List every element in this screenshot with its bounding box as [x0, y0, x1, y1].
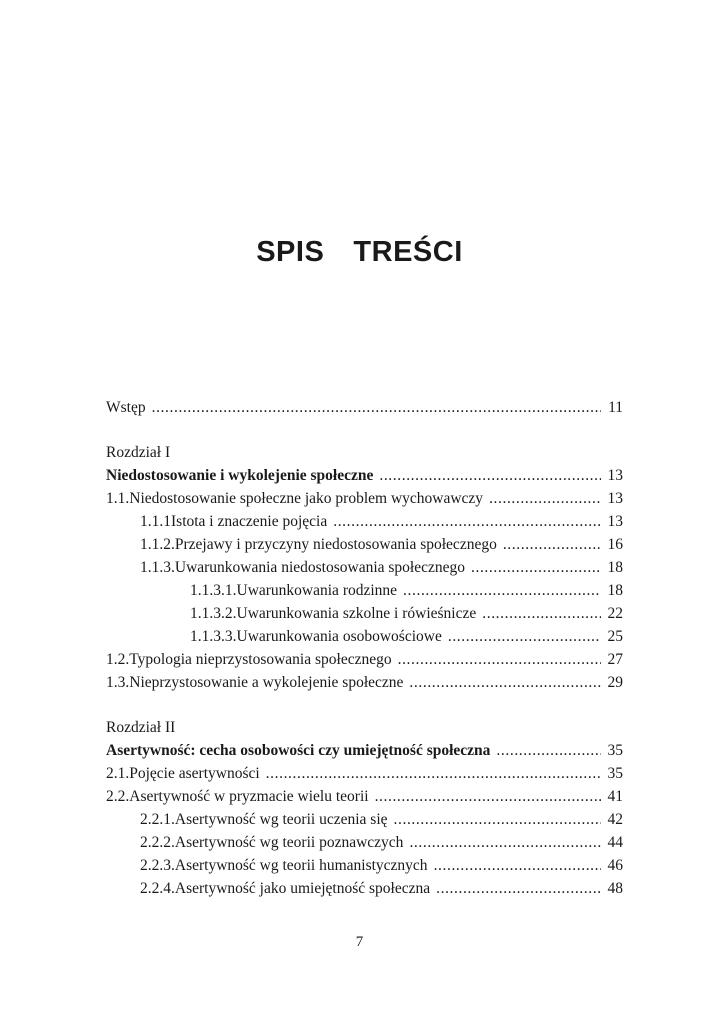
dot-leader	[394, 808, 601, 831]
toc-entry[interactable]	[106, 533, 623, 556]
section-number: 1.1.	[106, 490, 130, 507]
toc-page-number: 11	[608, 399, 623, 416]
toc-entry-label: Typologia nieprzystosowania społecznego	[129, 651, 392, 668]
section-number: 1.3.	[106, 674, 130, 691]
chapter-number: Rozdział I	[106, 444, 171, 461]
toc-entry-label: Niedostosowanie społeczne jako problem wychowawczy	[129, 490, 484, 507]
toc-page-number: 22	[607, 605, 623, 622]
toc-page-number: 42	[607, 811, 623, 828]
dot-leader	[434, 854, 601, 877]
toc-entry[interactable]	[106, 671, 623, 694]
toc-page-number: 29	[607, 674, 623, 691]
chapter-number: Rozdział II	[106, 719, 176, 736]
toc-entry[interactable]	[106, 785, 623, 808]
toc-entry-label: Asertywność wg teorii uczenia się	[174, 811, 388, 828]
dot-leader	[489, 487, 601, 510]
toc-entry[interactable]	[106, 556, 623, 579]
dot-leader	[448, 625, 601, 648]
toc-page-number: 18	[607, 582, 623, 599]
toc-entry-label: Uwarunkowania niedostosowania społecznego	[174, 559, 465, 576]
dot-leader	[496, 739, 601, 762]
page-number: 7	[355, 934, 364, 950]
toc-entry-label: Nieprzystosowanie a wykolejenie społeczne	[129, 674, 404, 691]
section-number: 2.2.1.	[140, 811, 175, 828]
dot-leader	[379, 464, 601, 487]
toc-page-number: 13	[607, 513, 623, 530]
chapter-heading	[106, 716, 623, 739]
section-number: 1.1.2.	[140, 536, 175, 553]
toc-page-number: 35	[607, 765, 623, 782]
toc-entry[interactable]	[106, 625, 623, 648]
dot-leader	[503, 533, 601, 556]
toc-entry-label: Asertywność wg teorii humanistycznych	[174, 857, 428, 874]
spacer	[106, 419, 623, 441]
toc-entry[interactable]	[106, 579, 623, 602]
toc-entry-label: Pojęcie asertywności	[129, 765, 260, 782]
toc-page-number: 18	[607, 559, 623, 576]
toc-entry[interactable]	[106, 602, 623, 625]
dot-leader	[471, 556, 601, 579]
dot-leader	[409, 831, 601, 854]
toc-page-number: 46	[607, 857, 623, 874]
section-number: 2.1.	[106, 765, 130, 782]
toc-page-number: 13	[607, 467, 623, 484]
toc-entry-label: Uwarunkowania rodzinne	[236, 582, 398, 599]
toc-page-number: 35	[607, 742, 623, 759]
toc-entry[interactable]	[106, 877, 623, 900]
section-number: 2.2.2.	[140, 834, 175, 851]
dot-leader	[152, 396, 601, 419]
toc-page-number: 44	[607, 834, 623, 851]
toc-page-number: 25	[607, 628, 623, 645]
section-number: 1.1.1	[140, 513, 171, 530]
toc-entry-label: Istota i znaczenie pojęcia	[171, 513, 328, 530]
dot-leader	[436, 877, 601, 900]
dot-leader	[375, 785, 601, 808]
dot-leader	[403, 579, 601, 602]
dot-leader	[398, 648, 601, 671]
chapter-title: Asertywność: cecha osobowości czy umiejętność społeczna	[106, 742, 491, 759]
section-number: 1.2.	[106, 651, 130, 668]
toc-entry[interactable]	[106, 808, 623, 831]
toc-page-number: 16	[607, 536, 623, 553]
dot-leader	[409, 671, 601, 694]
chapter-heading	[106, 441, 623, 464]
section-number: 2.2.3.	[140, 857, 175, 874]
toc-page-number: 48	[607, 880, 623, 897]
toc-entry-label: Uwarunkowania szkolne i rówieśnicze	[236, 605, 477, 622]
toc-entry-label: Asertywność w pryzmacie wielu teorii	[129, 788, 369, 805]
section-number: 1.1.3.1.	[190, 582, 237, 599]
section-number: 2.2.	[106, 788, 130, 805]
toc-entry[interactable]	[106, 762, 623, 785]
toc-page-number: 13	[607, 490, 623, 507]
toc-entry-label: Asertywność jako umiejętność społeczna	[174, 880, 431, 897]
dot-leader	[482, 602, 601, 625]
toc-entry[interactable]	[106, 510, 623, 533]
toc-entry[interactable]	[106, 854, 623, 877]
toc-entry-intro[interactable]	[106, 396, 623, 419]
toc-page-number: 27	[607, 651, 623, 668]
toc-chapter-title[interactable]	[106, 464, 623, 487]
toc-entry-label: Uwarunkowania osobowościowe	[236, 628, 442, 645]
toc-entry-label: Asertywność wg teorii poznawczych	[174, 834, 404, 851]
toc-entry[interactable]	[106, 487, 623, 510]
toc-entry[interactable]	[106, 831, 623, 854]
chapter-title: Niedostosowanie i wykolejenie społeczne	[106, 467, 374, 484]
table-of-contents	[106, 396, 623, 900]
toc-entry-label: Wstęp	[106, 399, 146, 416]
spacer	[106, 694, 623, 716]
toc-chapter-title[interactable]	[106, 739, 623, 762]
section-number: 1.1.3.2.	[190, 605, 237, 622]
section-number: 1.1.3.3.	[190, 628, 237, 645]
section-number: 1.1.3.	[140, 559, 175, 576]
toc-entry[interactable]	[106, 648, 623, 671]
dot-leader	[333, 510, 601, 533]
section-number: 2.2.4.	[140, 880, 175, 897]
toc-page-number: 41	[607, 788, 623, 805]
dot-leader	[266, 762, 601, 785]
page-title: SPIS TREŚCI	[256, 236, 463, 268]
toc-entry-label: Przejawy i przyczyny niedostosowania społecznego	[174, 536, 497, 553]
